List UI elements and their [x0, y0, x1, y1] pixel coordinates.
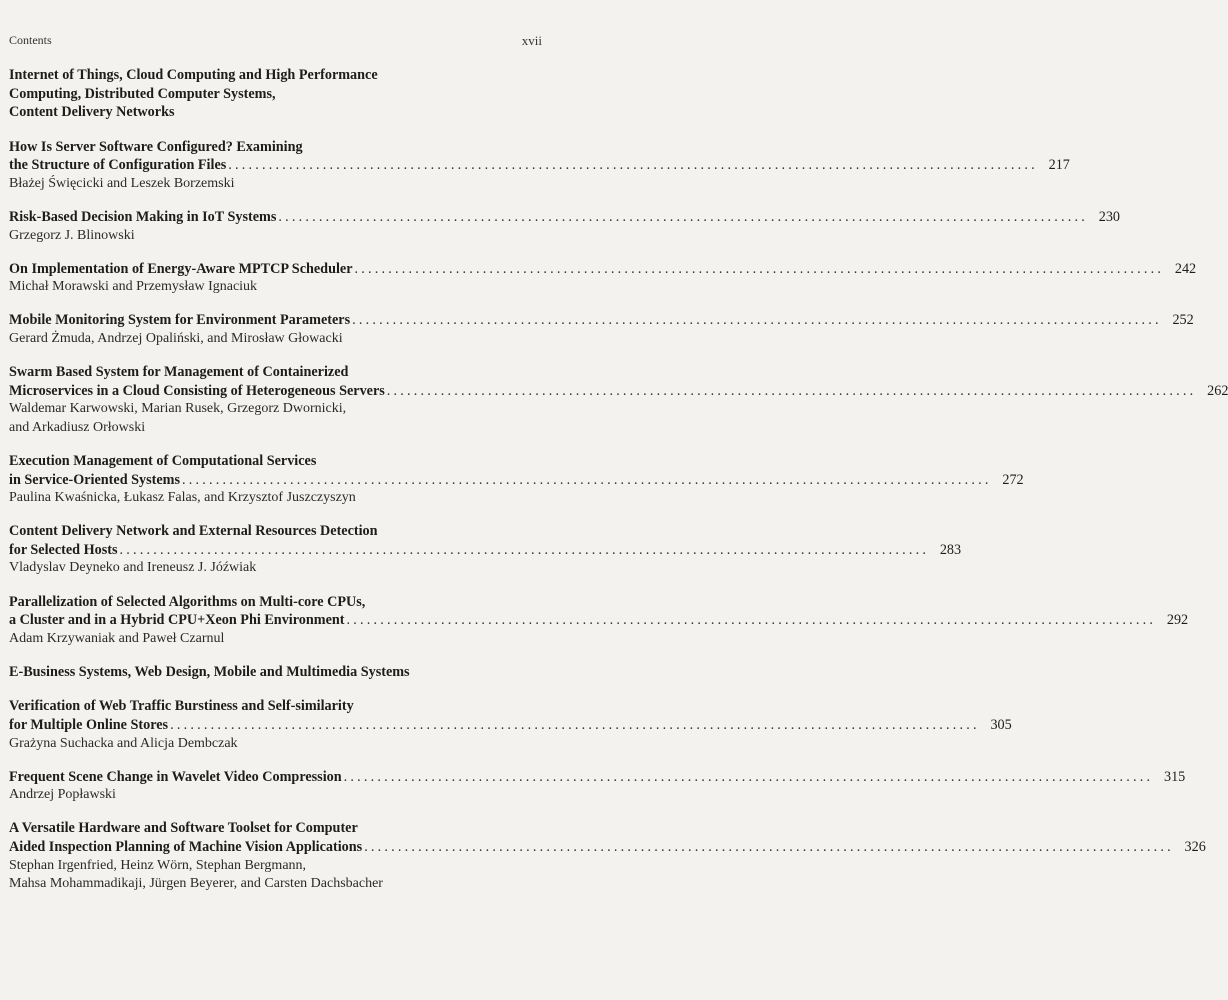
entry-title[interactable]: [9, 697, 1012, 734]
toc-entry[interactable]: [9, 138, 1070, 194]
dot-leader: ........................................................................................................................: [386, 382, 1197, 399]
entry-page-number: 272: [1002, 471, 1024, 488]
toc-entry[interactable]: [9, 768, 1186, 805]
dot-leader: ........................................................................................................................: [182, 471, 992, 488]
entry-authors: [9, 559, 516, 578]
dot-leader: ........................................................................................................................: [170, 717, 980, 734]
entry-title[interactable]: [9, 452, 1024, 489]
section-title-line: Computing, Distributed Computer Systems,: [9, 85, 276, 102]
section-title: [9, 66, 516, 122]
page-number: xvii: [521, 33, 542, 48]
dot-leader: ........................................................................................................................: [228, 157, 1038, 174]
entry-title[interactable]: [9, 138, 1070, 175]
entry-authors: [9, 786, 516, 805]
entry-authors: [9, 630, 516, 649]
entry-page-number: 315: [1163, 768, 1186, 785]
entry-title[interactable]: [9, 311, 1194, 330]
dot-leader: ........................................................................................................................: [119, 541, 930, 558]
toc-entry[interactable]: [9, 311, 1194, 348]
entry-authors: [9, 857, 516, 894]
toc-entry[interactable]: [9, 593, 1189, 649]
entry-authors: [9, 278, 516, 297]
entry-title-line: in Service-Oriented Systems: [9, 471, 181, 488]
entry-title-line: Aided Inspection Planning of Machine Vision Applications: [9, 839, 363, 855]
toc-entry[interactable]: [9, 819, 1206, 893]
entry-authors: [9, 175, 516, 194]
entry-title[interactable]: [9, 363, 1228, 400]
entry-title-line: for Selected Hosts: [9, 541, 118, 558]
entry-page-number: 283: [939, 541, 962, 558]
entry-title[interactable]: [9, 208, 1120, 227]
entry-page-number: 292: [1166, 612, 1189, 629]
author-line: Grażyna Suchacka and Alicja Dembczak: [9, 735, 238, 751]
entry-title-line: Mobile Monitoring System for Environment Parameters: [9, 312, 351, 329]
toc-entry[interactable]: [9, 260, 1197, 297]
section-title-line: E-Business Systems, Web Design, Mobile and Multimedia Systems: [9, 663, 410, 680]
entry-title-line: A Versatile Hardware and Software Toolset for Computer: [9, 820, 358, 837]
author-line: Vladyslav Deyneko and Ireneusz J. Jóźwiak: [9, 560, 257, 576]
entry-authors: [9, 489, 516, 508]
author-line: Michał Morawski and Przemysław Ignaciuk: [9, 279, 258, 295]
author-line: Adam Krzywaniak and Paweł Czarnul: [9, 630, 225, 646]
entry-title-line: for Multiple Online Stores: [9, 717, 169, 734]
entry-page-number: 230: [1098, 209, 1120, 226]
entry-title-line: Parallelization of Selected Algorithms on Multi-core CPUs,: [9, 593, 366, 610]
entry-title[interactable]: [9, 522, 962, 559]
toc-entry[interactable]: [9, 363, 1228, 437]
entry-title-line: On Implementation of Energy-Aware MPTCP Scheduler: [9, 260, 353, 277]
toc-entry[interactable]: [9, 208, 1120, 245]
table-of-contents: [9, 66, 1228, 908]
author-line: Błażej Święcicki and Leszek Borzemski: [9, 175, 235, 191]
dot-leader: ........................................................................................................................: [354, 260, 1165, 277]
author-line: Mahsa Mohammadikaji, Jürgen Beyerer, and Carsten Dachsbacher: [9, 876, 383, 892]
entry-title[interactable]: [9, 260, 1197, 279]
entry-page-number: 326: [1184, 839, 1206, 855]
entry-authors: [9, 400, 516, 437]
entry-page-number: 217: [1048, 157, 1070, 174]
dot-leader: ........................................................................................................................: [364, 839, 1174, 855]
dot-leader: ........................................................................................................................: [352, 312, 1162, 329]
toc-entry[interactable]: [9, 522, 962, 578]
entry-title-line: Verification of Web Traffic Burstiness and Self-similarity: [9, 698, 354, 715]
entry-title-line: a Cluster and in a Hybrid CPU+Xeon Phi Environment: [9, 612, 345, 629]
entry-title-line: Swarm Based System for Management of Containerized: [9, 364, 349, 381]
toc-entry[interactable]: [9, 452, 1024, 508]
author-line: Gerard Żmuda, Andrzej Opaliński, and Mirosław Głowacki: [9, 331, 343, 347]
author-line: and Arkadiusz Orłowski: [9, 419, 146, 435]
author-line: Grzegorz J. Blinowski: [9, 227, 135, 243]
entry-page-number: 252: [1172, 312, 1194, 329]
entry-title-line: How Is Server Software Configured? Examining: [9, 138, 303, 155]
dot-leader: ........................................................................................................................: [278, 209, 1088, 226]
entry-title[interactable]: [9, 593, 1189, 630]
entry-authors: [9, 330, 516, 349]
entry-page-number: 242: [1174, 260, 1197, 277]
entry-title-line: the Structure of Configuration Files: [9, 157, 227, 174]
entry-title-line: Risk-Based Decision Making in IoT Systems: [9, 209, 277, 226]
entry-title-line: Frequent Scene Change in Wavelet Video Compression: [9, 768, 342, 785]
author-line: Waldemar Karwowski, Marian Rusek, Grzegorz Dwornicki,: [9, 401, 347, 417]
section-title-line: Content Delivery Networks: [9, 104, 175, 121]
dot-leader: ........................................................................................................................: [346, 612, 1157, 629]
entry-authors: [9, 227, 516, 246]
entry-title-line: Microservices in a Cloud Consisting of Heterogeneous Servers: [9, 382, 385, 399]
author-line: Andrzej Popławski: [9, 787, 116, 803]
author-line: Stephan Irgenfried, Heinz Wörn, Stephan Bergmann,: [9, 857, 307, 873]
entry-title[interactable]: [9, 768, 1186, 787]
entry-title-line: Execution Management of Computational Services: [9, 453, 317, 469]
dot-leader: ........................................................................................................................: [343, 768, 1154, 785]
entry-authors: [9, 735, 516, 754]
section-title-line: Internet of Things, Cloud Computing and High Performance: [9, 67, 378, 83]
running-head-left: Contents: [9, 33, 52, 47]
author-line: Paulina Kwaśnicka, Łukasz Falas, and Krzysztof Juszczyszyn: [9, 490, 356, 506]
entry-title[interactable]: [9, 819, 1206, 856]
entry-title-line: Content Delivery Network and External Resources Detection: [9, 523, 378, 540]
entry-page-number: 262: [1207, 382, 1228, 399]
section-title: [9, 663, 516, 682]
entry-page-number: 305: [990, 717, 1012, 734]
toc-entry[interactable]: [9, 697, 1012, 753]
